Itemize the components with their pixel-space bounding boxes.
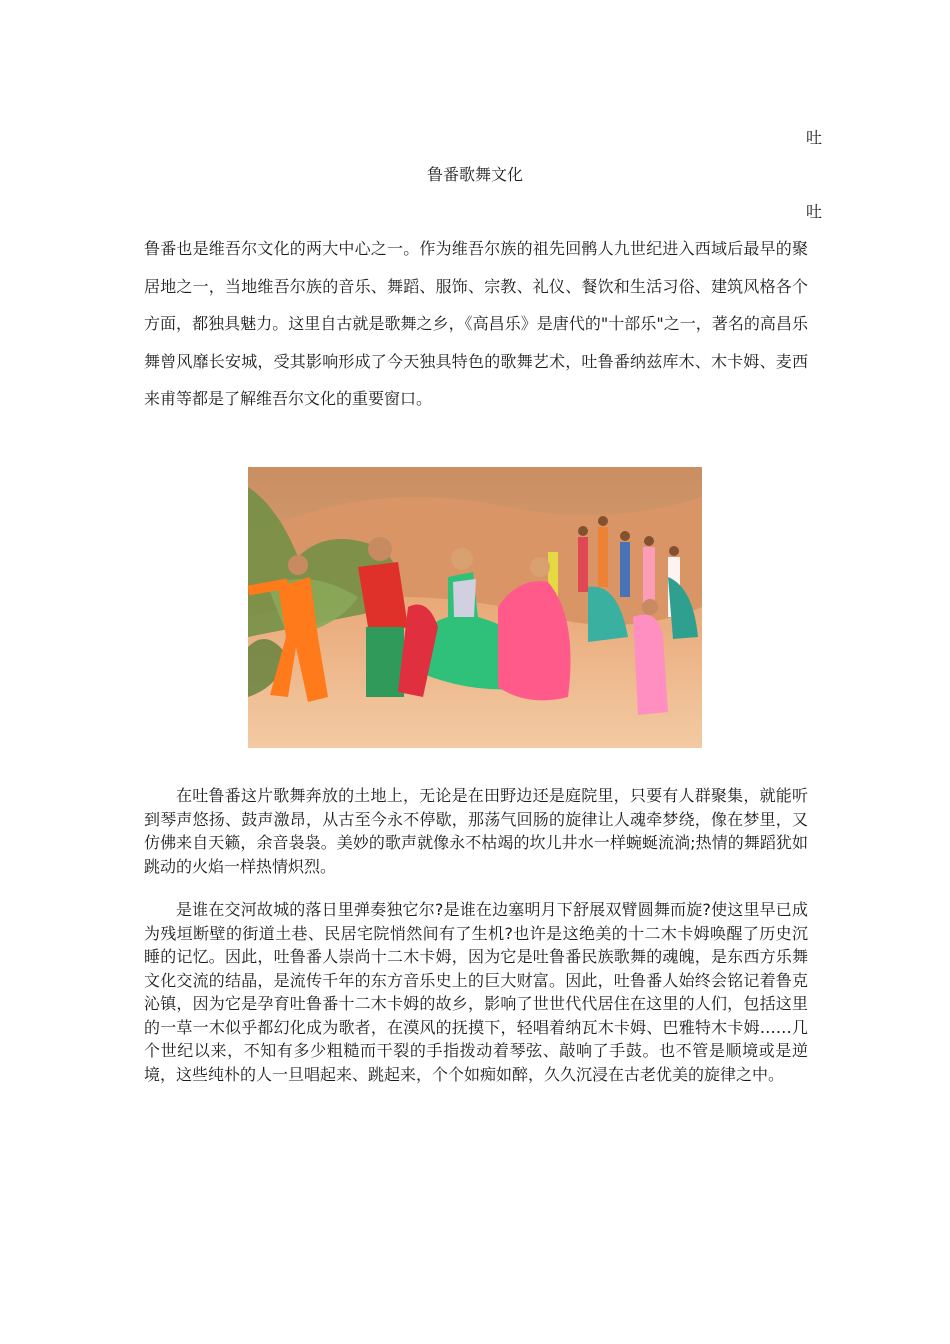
body-paragraph: 是谁在交河故城的落日里弹奏独它尔?是谁在边塞明月下舒展双臂圆舞而旋?使这里早已成为残垣断壁的街道土巷、民居宅院悄然间有了生机?也许是这绝美的十二木卡姆唤醒了历史沉睡的记忆。因此，吐鲁番人崇尚十二木卡姆，因为它是吐鲁番民族歌舞的魂魄，是东西方乐舞文化交流的结晶，是流传千年的东方音乐史上的巨大财富。因此，吐鲁番人始终会铭记着鲁克沁镇，因为它是孕育吐鲁番十二木卡姆的故乡，影响了世世代代居住在这里的人们，包括这里的一草一木似乎都幻化成为歌者，在漠风的抚摸下，轻唱着纳瓦木卡姆、巴雅特木卡姆……几个世纪以来，不知有多少粗糙而干裂的手指拨动着琴弦、敲响了手鼓。也不管是顺境或是逆境，这些纯朴的人一旦唱起来、跳起来，个个如痴如醉，久久沉浸在古老优美的旋律之中。 [144, 900, 808, 1084]
page-title: 鲁番歌舞文化 [426, 165, 523, 184]
body-paragraph: 在吐鲁番这片歌舞奔放的土地上，无论是在田野边还是庭院里，只要有人群聚集，就能听到琴声悠扬、鼓声激昂，从古至今永不停歇，那荡气回肠的旋律让人魂牵梦绕，像在梦里，又仿佛来自天籁，余音袅袅。美妙的歌声就像永不枯竭的坎儿井水一样蜿蜒流淌;热情的舞蹈犹如跳动的火焰一样热情炽烈。 [144, 786, 808, 876]
stray-character: 吐 [806, 128, 823, 147]
intro-paragraph: 鲁番也是维吾尔文化的两大中心之一。作为维吾尔族的祖先回鹘人九世纪进入西域后最早的聚居地之一，当地维吾尔族的音乐、舞蹈、服饰、宗教、礼仪、餐饮和生活习俗、建筑风格各个方面，都独具魅力。这里自古就是歌舞之乡，《高昌乐》是唐代的"十部乐"之一，著名的高昌乐舞曾风靡长安城，受其影响形成了今天独具特色的歌舞艺术，吐鲁番纳兹库木、木卡姆、麦西来甫等都是了解维吾尔文化的重要窗口。 [144, 239, 808, 408]
dancers-photo [248, 467, 702, 748]
stray-character: 吐 [806, 202, 823, 221]
